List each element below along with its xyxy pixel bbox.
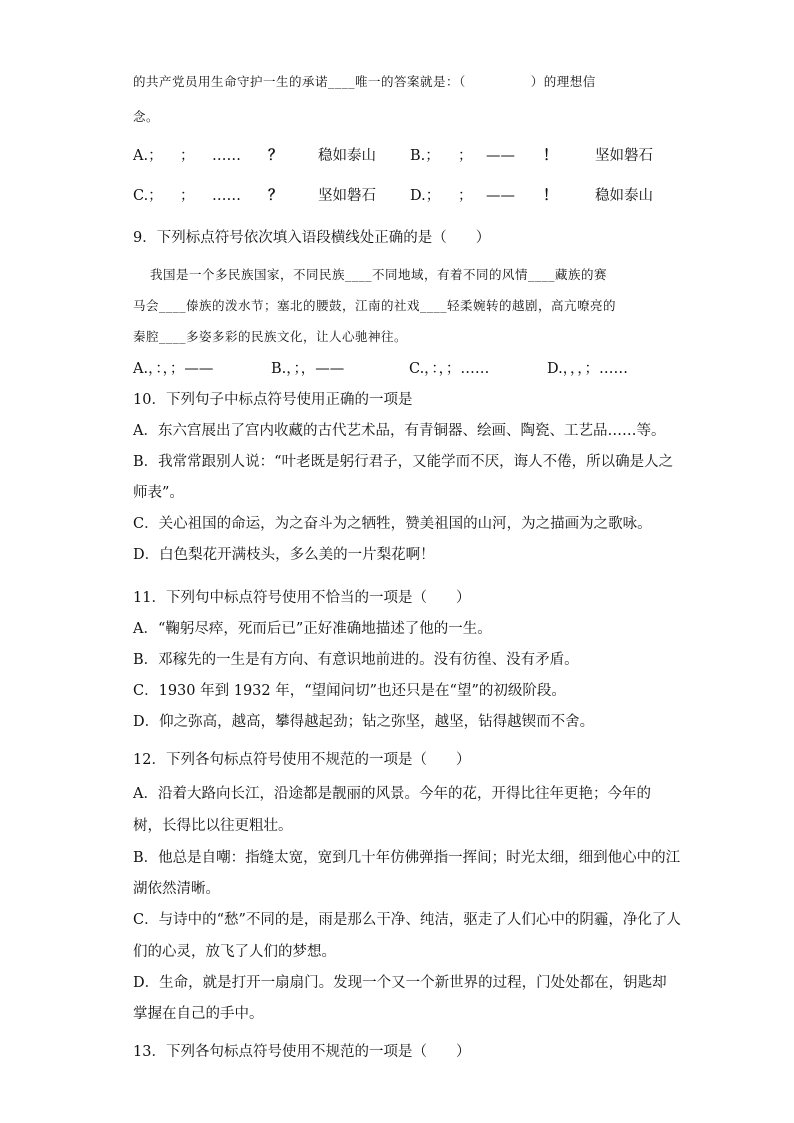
question-12-option-d-line-2: 掌握在自己的手中。 [133, 1006, 264, 1022]
question-12-option-a-line-1: A．沿着大路向长江，沿途都是靓丽的风景。今年的花，开得比往年更艳；今年的 [133, 786, 651, 802]
q8-option-b-word: 坚如磐石 [595, 148, 653, 164]
question-12-option-b-line-1: B．他总是自嘲：指缝太宽，宽到几十年仿佛弹指一挥间；时光太细，细到他心中的江 [133, 850, 681, 866]
q8-option-d-mark2: ； [458, 188, 473, 204]
q8-option-a-label: A.； [133, 148, 163, 164]
q8-option-c-word: 坚如磐石 [318, 188, 376, 204]
question-13-stem: 13．下列各句标点符号使用不规范的一项是（ ） [133, 1044, 471, 1060]
q8-option-b-label: B.； [410, 148, 440, 164]
q8-option-d-label: D.； [410, 188, 441, 204]
question-9-option-b: B.，；，—— [271, 361, 345, 377]
q8-option-a-mark4: ？ [268, 147, 283, 164]
question-9-option-c: C.，：，；…… [409, 361, 490, 377]
question-12-option-c-line-2: 们的心灵，放飞了人们的梦想。 [133, 944, 336, 960]
question-10-stem: 10．下列句子中标点符号使用正确的一项是 [133, 392, 413, 408]
question-11-option-c: C．1930 年到 1932 年，“望闻问切”也还只是在“望”的初级阶段。 [133, 683, 566, 699]
q8-option-d-mark4: ！ [543, 187, 558, 204]
question-12-option-b-line-2: 湖依然清晰。 [133, 881, 220, 897]
q8-option-b-mark4: ！ [543, 147, 558, 164]
question-9-option-d: D.，，，；…… [547, 361, 628, 377]
question-continuation-line-2: 念。 [133, 109, 160, 124]
question-9-passage-line-1: 我国是一个多民族国家，不同民族____不同地域，有着不同的风情____藏族的赛 [150, 267, 608, 282]
q8-option-a-mark3: …… [212, 148, 241, 164]
question-9-option-a: A.，：，；—— [133, 361, 214, 377]
question-9-passage-line-3: 秦腔____多姿多彩的民族文化，让人心驰神往。 [133, 329, 408, 344]
question-11-stem: 11．下列句中标点符号使用不恰当的一项是（ ） [133, 590, 471, 606]
q8-option-b-mark2: ； [458, 148, 473, 164]
q8-option-c-label: C.； [133, 188, 163, 204]
question-12-option-a-line-2: 树，长得比以往更粗壮。 [133, 818, 293, 834]
q8-option-a-word: 稳如泰山 [318, 148, 376, 164]
question-12-option-c-line-1: C．与诗中的“愁”不同的是，雨是那么干净、纯洁，驱走了人们心中的阴霾，净化了人 [133, 912, 681, 928]
question-9-stem: 9．下列标点符号依次填入语段横线处正确的是（ ） [133, 230, 491, 246]
question-11-option-a: A．“鞠躬尽瘁，死而后已”正好准确地描述了他的一生。 [133, 621, 492, 637]
q8-option-c-mark4: ？ [268, 187, 283, 204]
q8-option-c-mark2: ； [180, 188, 195, 204]
question-12-option-d-line-1: D．生命，就是打开一扇扇门。发现一个又一个新世界的过程，门处处都在，钥匙却 [133, 975, 667, 991]
question-10-option-b-line-1: B．我常常跟别人说：“叶老既是躬行君子，又能学而不厌，诲人不倦，所以确是人之 [133, 454, 674, 470]
question-11-option-d: D．仰之弥高，越高，攀得越起劲；钻之弥坚，越坚，钻得越锲而不舍。 [133, 714, 595, 730]
question-10-option-a: A．东六宫展出了宫内收藏的古代艺术品，有青铜器、绘画、陶瓷、工艺品……等。 [133, 423, 666, 439]
question-10-option-b-line-2: 师表”。 [133, 485, 184, 501]
question-10-option-d: D．白色梨花开满枝头，多么美的一片梨花啊！ [133, 547, 435, 563]
q8-option-b-mark3: —— [486, 148, 515, 164]
question-10-option-c: C．关心祖国的命运，为之奋斗为之牺牲，赞美祖国的山河，为之描画为之歌咏。 [133, 516, 652, 532]
question-11-option-b: B．邓稼先的一生是有方向、有意识地前进的。没有彷徨、没有矛盾。 [133, 652, 579, 668]
q8-option-d-mark3: —— [486, 188, 515, 204]
q8-option-a-mark2: ； [180, 148, 195, 164]
question-9-passage-line-2: 马会____傣族的泼水节；塞北的腰鼓，江南的社戏____轻柔婉转的越剧，高亢嘹亮的 [133, 298, 617, 313]
question-continuation-line-1: 的共产党员用生命守护一生的承诺____唯一的答案就是：（ ）的理想信 [133, 74, 596, 89]
q8-option-d-word: 稳如泰山 [595, 188, 653, 204]
question-12-stem: 12．下列各句标点符号使用不规范的一项是（ ） [133, 752, 471, 768]
q8-option-c-mark3: …… [212, 188, 241, 204]
